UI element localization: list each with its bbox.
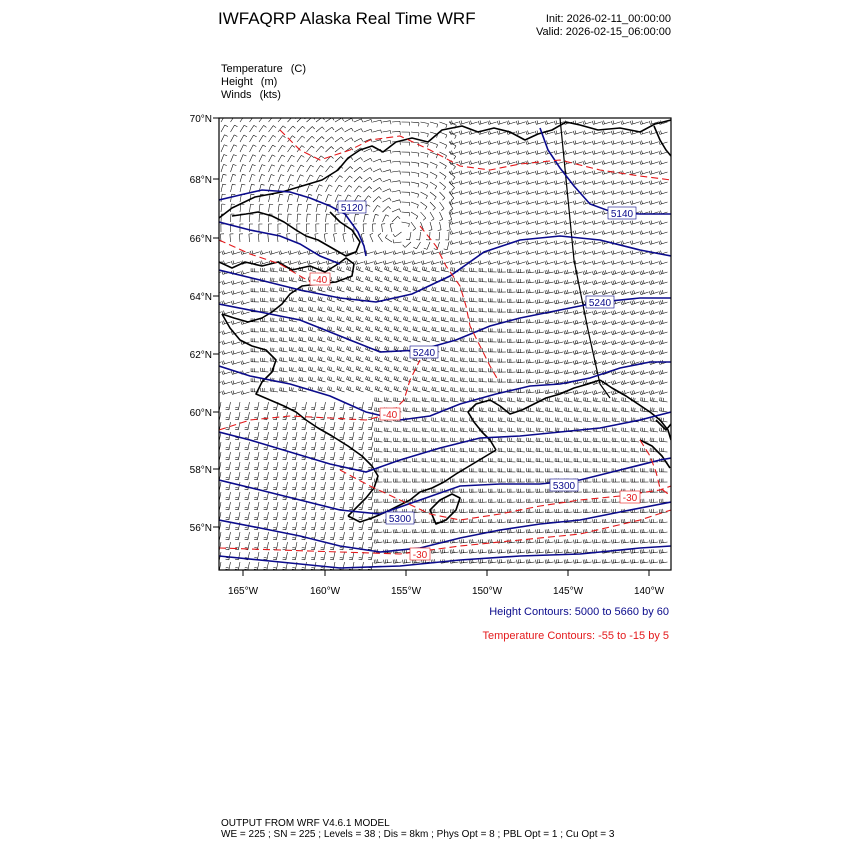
field-temperature: Temperature (C)	[221, 63, 307, 75]
height-contour-note: Height Contours: 5000 to 5660 by 60	[489, 606, 669, 618]
lon-tick-label: 140°W	[633, 586, 665, 597]
height-label: 5140	[610, 209, 634, 220]
valid-time: Valid: 2026-02-15_06:00:00	[536, 26, 671, 38]
lon-tick-label: 155°W	[390, 586, 422, 597]
lat-tick-label: 64°N	[189, 292, 212, 303]
lat-tick-label: 70°N	[189, 114, 212, 125]
temperature-label: -30	[622, 493, 638, 504]
model-version: OUTPUT FROM WRF V4.6.1 MODEL	[221, 818, 390, 829]
height-label: 5240	[412, 348, 436, 359]
height-label: 5120	[340, 203, 364, 214]
lat-tick-label: 62°N	[189, 350, 212, 361]
lat-tick-label: 56°N	[189, 523, 212, 534]
field-height: Height (m)	[221, 76, 278, 88]
model-footer	[221, 818, 614, 840]
model-config: WE = 225 ; SN = 225 ; Levels = 38 ; Dis = 8km ; Phys Opt = 8 ; PBL Opt = 1 ; Cu Opt = 3	[221, 829, 615, 840]
temperature-label: -30	[412, 550, 428, 561]
lat-tick-label: 68°N	[189, 175, 212, 186]
map-title: IWFAQRP Alaska Real Time WRF	[218, 9, 476, 28]
temperature-label: -40	[382, 410, 398, 421]
lon-tick-label: 165°W	[227, 586, 259, 597]
height-label: 5240	[588, 298, 612, 309]
lat-tick-label: 66°N	[189, 234, 212, 245]
lon-tick-label: 145°W	[552, 586, 584, 597]
temperature-label: -40	[312, 275, 328, 286]
lon-tick-label: 150°W	[471, 586, 503, 597]
height-label: 5300	[388, 514, 412, 525]
height-label: 5300	[552, 481, 576, 492]
temperature-contour-note: Temperature Contours: -55 to -15 by 5	[482, 630, 669, 642]
lon-tick-label: 160°W	[309, 586, 341, 597]
lat-tick-label: 60°N	[189, 408, 212, 419]
field-winds: Winds (kts)	[221, 89, 281, 101]
lat-tick-label: 58°N	[189, 465, 212, 476]
init-time: Init: 2026-02-11_00:00:00	[545, 13, 671, 25]
